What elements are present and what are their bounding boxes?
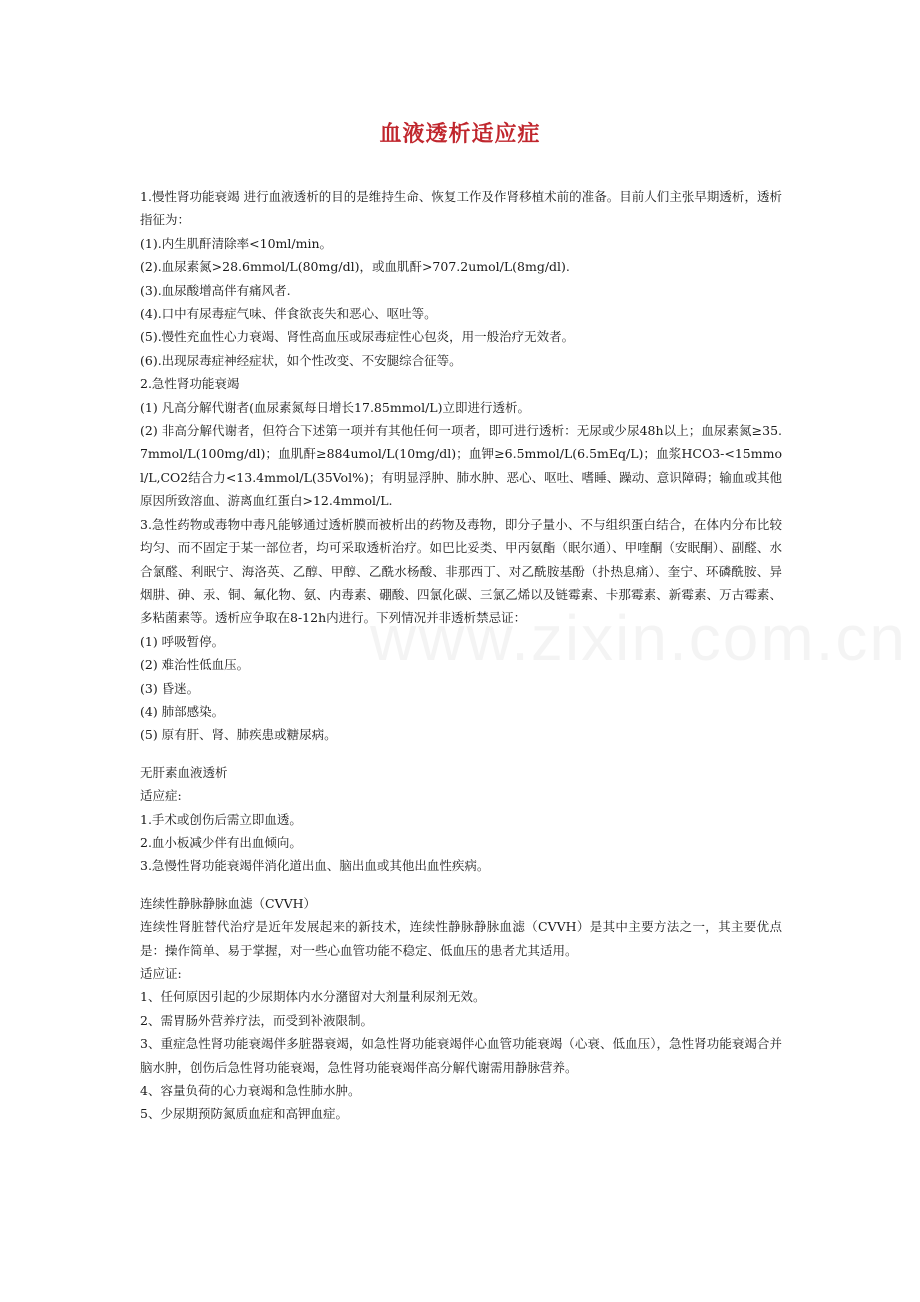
paragraph: 2.血小板减少伴有出血倾向。 — [140, 834, 302, 850]
paragraph: 3.急性药物或毒物中毒凡能够通过透析膜而被析出的药物及毒物，即分子量小、不与组织蛋白结合，在体内分布比较均匀、而不固定于某一部位者，均可采取透析治疗。如巴比妥类、甲丙氨酯（眠尔通）、甲喹酮（安眠酮）、副醛、水合氯醛、利眠宁、海洛英、乙醇、甲醇、乙酰水杨酸、非那西丁、对乙酰胺基酚（扑热息痛）、奎宁、环磷酰胺、异烟肼、砷、汞、铜、氟化物、氨、内毒素、硼酸、四氯化碳、三氯乙烯以及链霉素、卡那霉素、新霉素、万古霉素、多粘菌素等。透析应争取在8-12h内进行。下列情况并非透析禁忌证： — [140, 516, 782, 626]
paragraph: (4) 肺部感染。 — [140, 703, 225, 719]
paragraph: (5).慢性充血性心力衰竭、肾性高血压或尿毒症性心包炎，用一般治疗无效者。 — [140, 329, 575, 345]
page-title: 血液透析适应症 — [379, 122, 541, 147]
paragraph: (1) 凡高分解代谢者(血尿素氮每日增长17.85mmol/L)立即进行透析。 — [140, 399, 530, 415]
paragraph: (6).出现尿毒症神经症状，如个性改变、不安腿综合征等。 — [140, 352, 462, 368]
paragraph: (3).血尿酸增高伴有痛风者. — [140, 282, 291, 298]
paragraph: 1.手术或创伤后需立即血透。 — [140, 811, 302, 827]
document-body — [140, 185, 782, 1126]
paragraph: (5) 原有肝、肾、肺疾患或糖尿病。 — [140, 727, 337, 743]
section-heading: 连续性静脉静脉血滤（CVVH） — [140, 895, 317, 911]
paragraph: (4).口中有尿毒症气味、伴食欲丧失和恶心、呕吐等。 — [140, 306, 437, 322]
paragraph: (1).内生肌酐清除率<10ml/min。 — [140, 235, 333, 251]
section-spacer — [140, 878, 782, 892]
paragraph: (3) 昏迷。 — [140, 680, 200, 696]
section-heading: 无肝素血液透析 — [140, 764, 228, 780]
paragraph: 1、任何原因引起的少尿期体内水分潴留对大剂量利尿剂无效。 — [140, 989, 486, 1005]
section-spacer — [140, 747, 782, 761]
section-cvvh — [140, 892, 782, 1126]
section-indications — [140, 185, 782, 747]
paragraph: 连续性肾脏替代治疗是近年发展起来的新技术，连续性静脉静脉血滤（CVVH）是其中主要方法之一，其主要优点是：操作简单、易于掌握，对一些心血管功能不稳定、低血压的患者尤其适用。 — [140, 919, 782, 958]
paragraph: 3、重症急性肾功能衰竭伴多脏器衰竭，如急性肾功能衰竭伴心血管功能衰竭（心衰、低血压），急性肾功能衰竭合并脑水肿，创伤后急性肾功能衰竭，急性肾功能衰竭伴高分解代谢需用静脉营养。 — [140, 1036, 782, 1075]
paragraph: 1.慢性肾功能衰竭 进行血液透析的目的是维持生命、恢复工作及作肾移植术前的准备。目前人们主张早期透析，透析指征为： — [140, 189, 782, 228]
paragraph: (2) 非高分解代谢者，但符合下述第一项并有其他任何一项者，即可进行透析：无尿或少尿48h以上；血尿素氮≥35.7mmol/L(100mg/dl)；血肌酐≥884umol/L(10mg/dl)；血钾≥6.5mmol/L(6.5mEq/L)；血浆HCO3-<15mmol/L,CO2结合力<13.4mmol/L(35Vol%)；有明显浮肿、肺水肿、恶心、呕吐、嗜睡、躁动、意识障碍；输血或其他原因所致溶血、游离血红蛋白>12.4mmol/L. — [140, 423, 782, 509]
section-heparin-free — [140, 761, 782, 878]
paragraph: 适应证: — [140, 966, 182, 981]
paragraph: (1) 呼吸暂停。 — [140, 633, 225, 649]
paragraph: 3.急慢性肾功能衰竭伴消化道出血、脑出血或其他出血性疾病。 — [140, 858, 490, 874]
paragraph: (2).血尿素氮>28.6mmol/L(80mg/dl)，或血肌酐>707.2umol/L(8mg/dl). — [140, 259, 570, 275]
paragraph: (2) 难治性低血压。 — [140, 657, 250, 673]
paragraph: 4、容量负荷的心力衰竭和急性肺水肿。 — [140, 1083, 361, 1099]
paragraph: 5、少尿期预防氮质血症和高钾血症。 — [140, 1106, 348, 1122]
paragraph: 适应症: — [140, 788, 182, 804]
paragraph: 2.急性肾功能衰竭 — [140, 376, 240, 392]
paragraph: 2、需胃肠外营养疗法，而受到补液限制。 — [140, 1012, 373, 1028]
